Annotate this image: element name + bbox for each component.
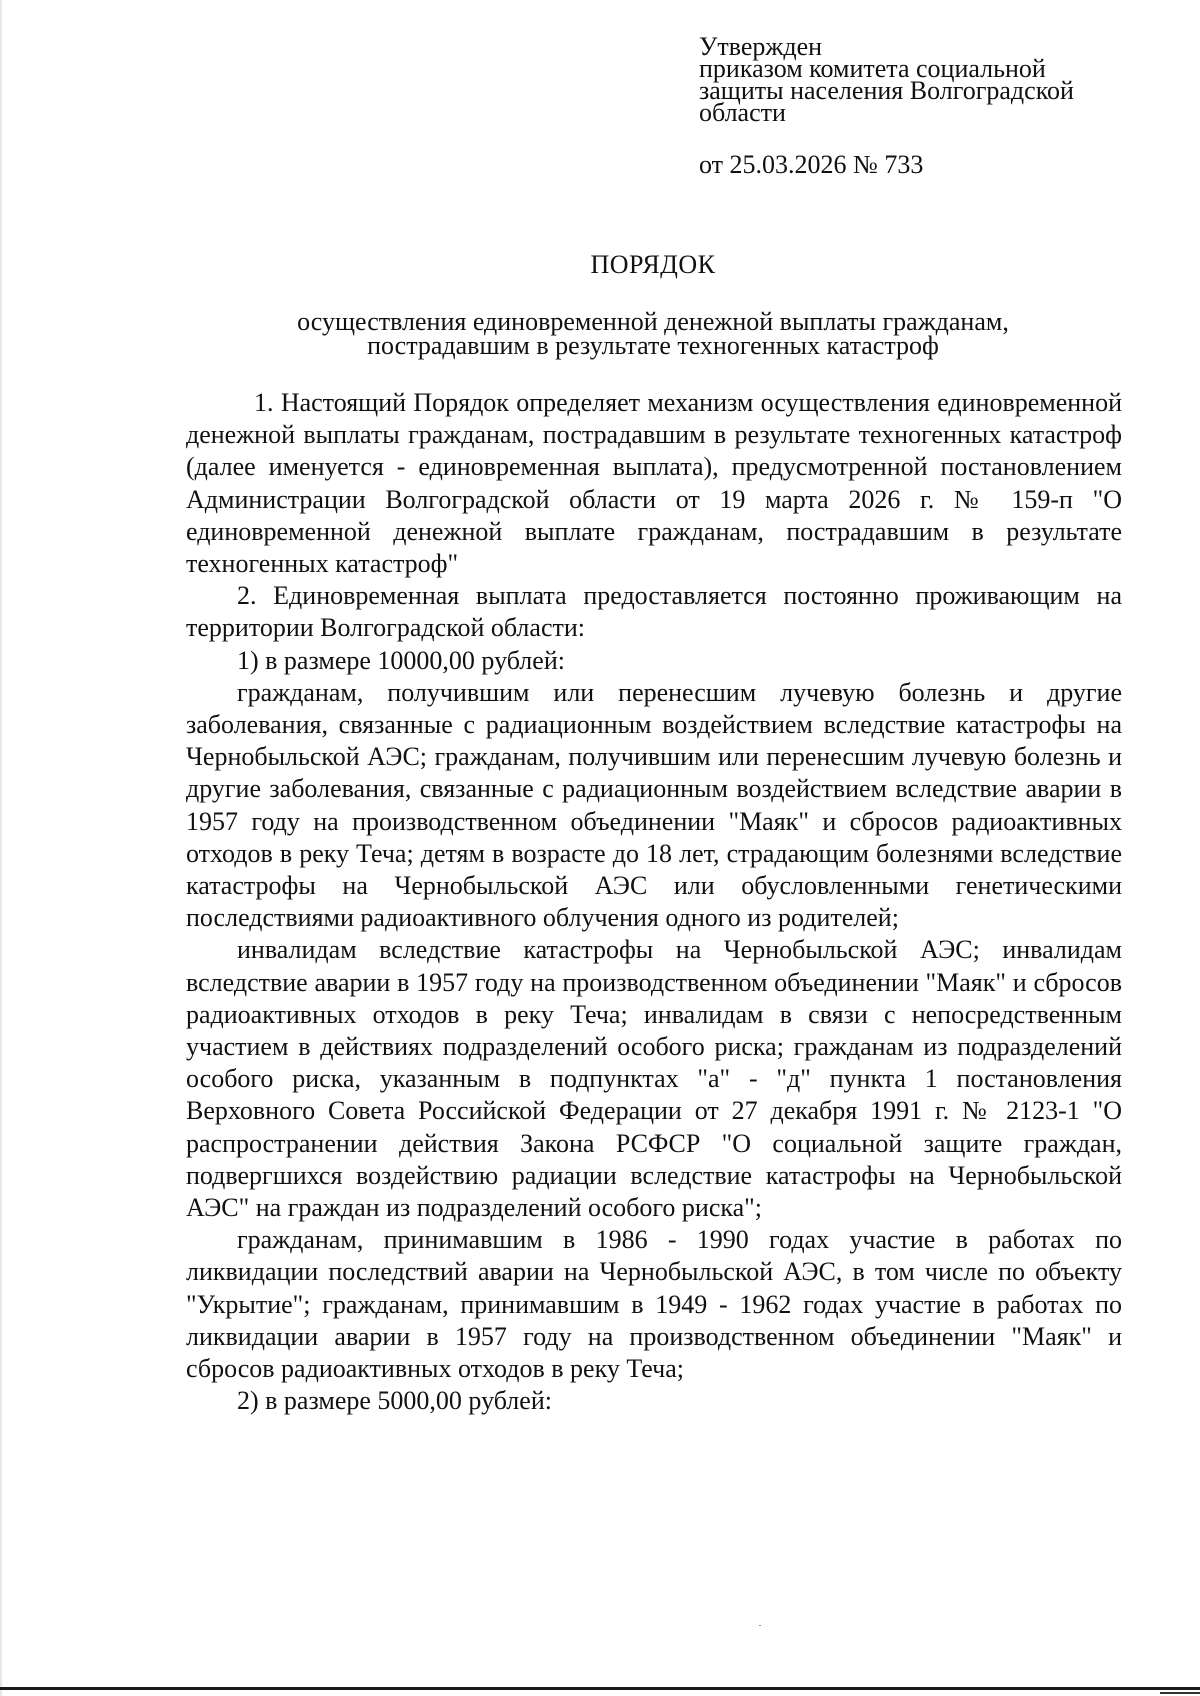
paragraph-2: 2. Единовременная выплата предоставляется постоянно проживающим на территории Волгоградской области:	[186, 581, 1122, 643]
document-subtitle	[0, 307, 1200, 360]
paragraph-1: 1. Настоящий Порядок определяет механизм осуществления единовременной денежной выплаты гражданам, пострадавшим в результате техногенных катастроф (далее именуется - единовременная выплата), предусмотренной постановлением Администрации Волгоградской области от 19 марта 2026 г. № 159-п "О единовременной денежной выплате гражданам, пострадавшим в результате техногенных катастроф"	[186, 388, 1122, 579]
approval-line: Утвержден	[699, 32, 823, 61]
approval-line: области	[699, 98, 786, 127]
page-bottom-border-fragment	[1160, 1692, 1200, 1694]
approval-line: защиты населения Волгоградской	[699, 76, 1074, 105]
paragraph-2-1-c: гражданам, принимавшим в 1986 - 1990 годах участие в работах по ликвидации последствий аварии на Чернобыльской АЭС, в том числе по объекту "Укрытие"; гражданам, принимавшим в 1949 - 1962 годах участие в работах по ликвидации аварии в 1957 году на производственном объединении "Маяк" и сбросов радиоактивных отходов в реку Теча;	[186, 1225, 1122, 1384]
approval-line: приказом комитета социальной	[699, 54, 1046, 83]
paragraph-2-1: 1) в размере 10000,00 рублей:	[237, 645, 565, 675]
paragraph-2-1-a: гражданам, получившим или перенесшим лучевую болезнь и другие заболевания, связанные с радиационным воздействием вследствие катастрофы на Чернобыльской АЭС; гражданам, получившим или перенесшим лучевую болезнь и другие заболевания, связанные с радиационным воздействием вследствие аварии в 1957 году на производственном объединении "Маяк" и сбросов радиоактивных отходов в реку Теча; детям в возрасте до 18 лет, страдающим болезнями вследствие катастрофы на Чернобыльской АЭС или обусловленными генетическими последствиями радиоактивного облучения одного из родителей;	[186, 677, 1122, 933]
approval-order-reference: от 25.03.2026 № 733	[699, 150, 924, 179]
paragraph-2-1-b: инвалидам вследствие катастрофы на Чернобыльской АЭС; инвалидам вследствие аварии в 1957 году на производственном объединении "Маяк" и сбросов радиоактивных отходов в реку Теча; инвалидам в связи с непосредственным участием в действиях подразделений особого риска; гражданам из подразделений особого риска, указанным в подпунктах "а" - "д" пункта 1 постановления Верховного Совета Российской Федерации от 27 декабря 1991 г. № 2123-1 "О распространении действия Закона РСФСР "О социальной защите граждан, подвергшихся воздействию радиации вследствие катастрофы на Чернобыльской АЭС" на граждан из подразделений особого риска";	[186, 935, 1122, 1223]
document-title: ПОРЯДОК	[590, 250, 716, 279]
document-body	[186, 387, 1122, 1418]
subtitle-line: осуществления единовременной денежной выплаты гражданам,	[297, 307, 1009, 336]
subtitle-line: пострадавшим в результате техногенных катастроф	[367, 331, 939, 360]
page-bottom-border	[0, 1687, 1200, 1690]
approval-stamp-block	[699, 32, 1139, 179]
scan-speck	[759, 1625, 761, 1626]
paragraph-2-2: 2) в размере 5000,00 рублей:	[237, 1386, 552, 1416]
